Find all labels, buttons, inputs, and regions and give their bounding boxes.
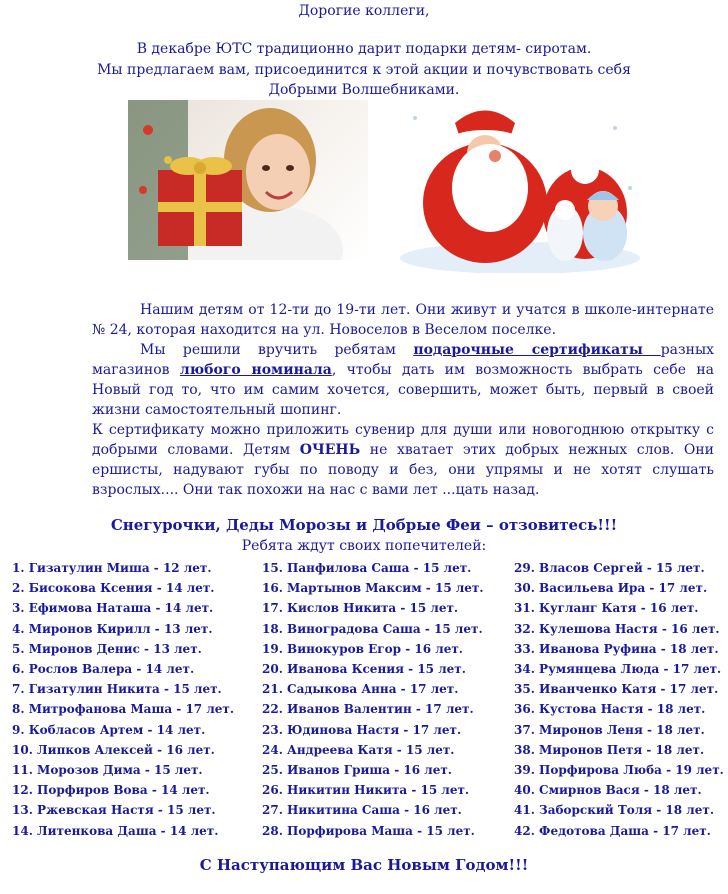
list-item: 25. Иванов Гриша - 16 лет. (262, 763, 452, 778)
list-item: 33. Иванова Руфина - 18 лет. (514, 641, 719, 656)
list-item: 17. Кислов Никита - 15 лет. (262, 601, 459, 616)
photos-row (0, 98, 728, 273)
emphasis-very: ОЧЕНЬ (299, 442, 361, 458)
para2-text-b: разных магазинов (92, 342, 715, 378)
list-item: 32. Кулешова Настя - 16 лет. (514, 621, 720, 636)
list-item: 20. Иванова Ксения - 15 лет. (262, 662, 466, 677)
list-item: 10. Липков Алексей - 16 лет. (12, 742, 215, 757)
children-list-subheading: Ребята ждут своих попечителей: (241, 538, 487, 554)
girl-with-gift-photo (128, 100, 368, 260)
list-item: 28. Порфирова Маша - 15 лет. (262, 823, 475, 838)
gift-certificates-link[interactable]: подарочные сертификаты (413, 342, 661, 358)
list-item: 31. Кугланг Катя - 16 лет. (514, 601, 699, 616)
intro-line-3: Добрыми Волшебниками. (268, 82, 460, 98)
list-item: 23. Юдинова Настя - 17 лет. (262, 722, 462, 737)
list-item: 29. Власов Сергей - 15 лет. (514, 561, 705, 575)
list-item: 41. Заборский Толя - 18 лет. (514, 803, 715, 818)
list-item: 19. Винокуров Егор - 16 лет. (262, 641, 463, 656)
children-list-column-3 (514, 558, 724, 841)
list-item: 42. Федотова Даша - 17 лет. (514, 823, 711, 838)
para2-text-c: , чтобы дать им возможность выбрать себе на Новый год то, что им самим хочется, совершить, может быть, первый в своей жизни самостоятельный шопинг. (92, 362, 714, 418)
santa-and-snow-maiden-illustration (395, 98, 645, 273)
list-item: 13. Ржевская Настя - 15 лет. (12, 803, 216, 818)
list-item: 7. Гизатулин Никита - 15 лет. (12, 682, 222, 697)
list-item: 38. Миронов Петя - 18 лет. (514, 742, 705, 757)
list-item: 27. Никитина Саша - 16 лет. (262, 803, 462, 818)
paragraph-souvenir (92, 420, 714, 500)
list-item: 21. Садыкова Анна - 17 лет. (262, 682, 459, 697)
message-body (92, 300, 714, 500)
para3-text-b: не хватает этих добрых нежных слов. Они ершисты, надувают губы по поводу и без, они упрямы и не хотят слушать взрослых.... Они так похожи на нас с вами лет ...цать назад. (92, 442, 714, 498)
list-item: 18. Виноградова Саша - 15 лет. (262, 621, 483, 636)
list-item: 8. Митрофанова Маша - 17 лет. (12, 702, 235, 717)
list-item: 2. Бисокова Ксения - 14 лет. (12, 581, 215, 596)
intro-line-2: Мы предлагаем вам, присоединится к этой акции и почувствовать себя (97, 62, 631, 78)
list-item: 12. Порфиров Вова - 14 лет. (12, 783, 210, 798)
list-item: 24. Андреева Катя - 15 лет. (262, 742, 455, 757)
list-item: 35. Иванченко Катя - 17 лет. (514, 682, 719, 697)
list-item: 6. Рослов Валера - 14 лет. (12, 662, 195, 677)
call-to-action-heading: Снегурочки, Деды Морозы и Добрые Феи – отзовитесь!!! (110, 516, 618, 534)
paragraph-children-info: Нашим детям от 12-ти до 19-ти лет. Они живут и учатся в школе-интернате № 24, которая находится на ул. Новоселов в Веселом поселке. (92, 302, 714, 338)
list-item: 36. Кустова Настя - 18 лет. (514, 702, 706, 717)
greeting: Дорогие коллеги, (298, 3, 430, 19)
list-item: 3. Ефимова Наташа - 14 лет. (12, 601, 214, 616)
list-item: 40. Смирнов Вася - 18 лет. (514, 783, 702, 798)
list-item: 37. Миронов Леня - 18 лет. (514, 722, 705, 737)
list-item: 1. Гизатулин Миша - 12 лет. (12, 561, 212, 575)
list-item: 15. Панфилова Саша - 15 лет. (262, 561, 472, 575)
closing-greeting: С Наступающим Вас Новым Годом!!! (199, 856, 529, 874)
list-item: 14. Литенкова Даша - 14 лет. (12, 823, 219, 838)
list-item: 5. Миронов Денис - 13 лет. (12, 641, 202, 656)
list-item: 16. Мартынов Максим - 15 лет. (262, 581, 484, 596)
list-item: 30. Васильева Ира - 17 лет. (514, 581, 708, 596)
children-list-column-1 (12, 558, 234, 841)
para3-text-a: К сертификату можно приложить сувенир для души или новогоднюю открытку с добрыми словами. Детям (92, 422, 714, 458)
list-item: 9. Кобласов Артем - 14 лет. (12, 722, 206, 737)
list-item: 34. Румянцева Люда - 17 лет. (514, 662, 722, 677)
list-item: 39. Порфирова Люба - 19 лет. (514, 763, 724, 778)
list-item: 22. Иванов Валентин - 17 лет. (262, 702, 474, 717)
children-list-column-2 (262, 558, 484, 841)
list-item: 11. Морозов Дима - 15 лет. (12, 763, 203, 778)
paragraph-certificates (92, 340, 714, 420)
list-item: 4. Миронов Кирилл - 13 лет. (12, 621, 213, 636)
intro-line-1: В декабре ЮТС традиционно дарит подарки детям- сиротам. (136, 41, 592, 57)
list-item: 26. Никитин Никита - 15 лет. (262, 783, 470, 798)
any-denomination-link[interactable]: любого номинала (179, 362, 332, 378)
para2-text-a: Мы решили вручить ребятам (140, 342, 414, 358)
